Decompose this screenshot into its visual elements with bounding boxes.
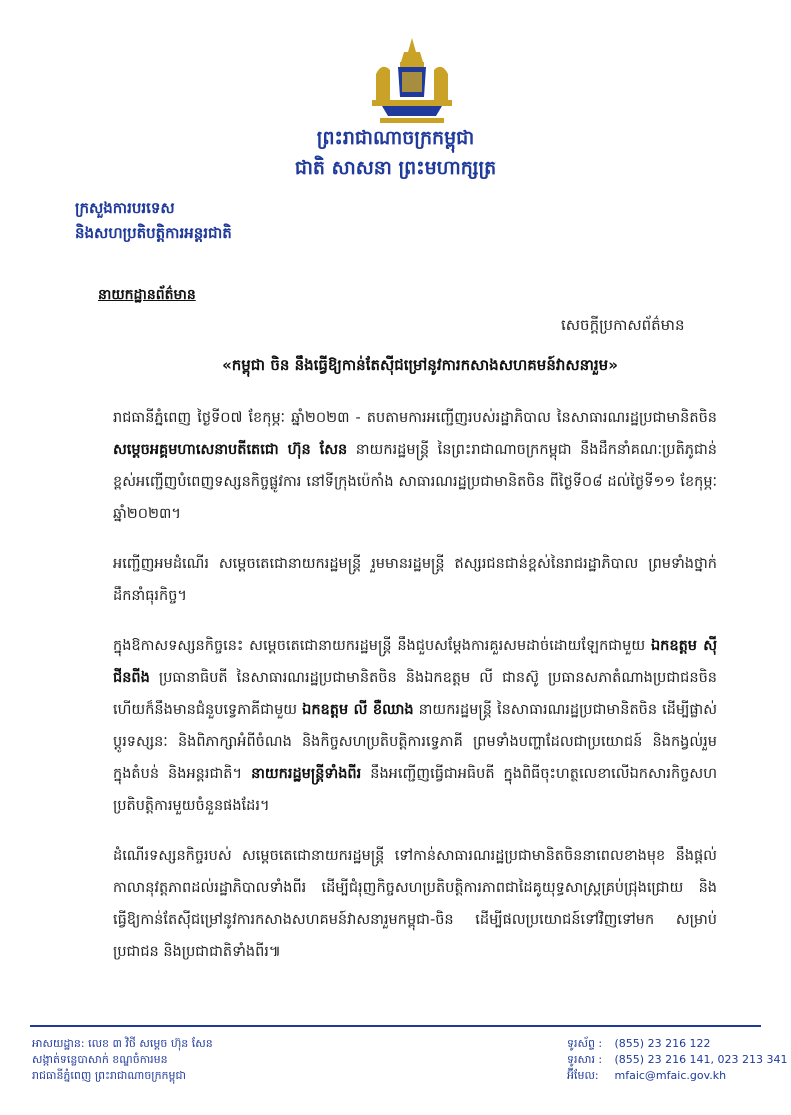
press-release-body [113, 402, 717, 986]
department-name: នាយកដ្ឋានព័ត៌មាន [98, 287, 196, 303]
fax-number: (855) 23 216 141, 023 213 341 [614, 1053, 788, 1066]
footer-contact [567, 1036, 788, 1084]
footer-address [32, 1036, 213, 1084]
ministry-name [75, 196, 232, 246]
document-type: សេចក្ដីប្រកាសព័ត៌មាន [561, 316, 685, 334]
email-row [567, 1068, 788, 1084]
phone-row [567, 1036, 788, 1052]
phone-label: ទូរស័ព្ទ : [567, 1037, 603, 1050]
paragraph-3-text-b: ប្រធានាធិបតី នៃសាធារណរដ្ឋប្រជាមានិតចិន និងឯកឧត្តម លី ជានស៊ូ ប្រធានសភាតំណាងប្រជាជនចិន ហើយក៏នឹងមានជំនួបទ្វេភាគីជាមួយ [113, 670, 717, 718]
address-line-3: រាជធានីភ្នំពេញ ព្រះរាជាណាចក្រកម្ពុជា [32, 1069, 186, 1082]
phone-number: (855) 23 216 122 [614, 1037, 711, 1050]
national-motto: ជាតិ សាសនា ព្រះមហាក្សត្រ [294, 157, 497, 179]
ministry-line-1: ក្រសួងការបរទេស [75, 199, 175, 217]
press-release-headline: «កម្ពុជា ចិន នឹងធ្វើឱ្យកាន់តែស៊ីជម្រៅនូវការកសាងសហគមន៍វាសនារួម» [222, 356, 618, 374]
paragraph-4: ដំណើរទស្សនកិច្ចរបស់ សម្តេចតេជោនាយករដ្ឋមន្ត្រី ទៅកាន់សាធារណរដ្ឋប្រជាមានិតចិននាពេលខាងមុខ នឹងផ្តល់កាលានុវត្តភាពដល់រដ្ឋាភិបាលទាំងពីរ ដើម្បីជំរុញកិច្ចសហប្រតិបត្តិការភាពជាដៃគូយុទ្ធសាស្ត្រគ្រប់ជ្រុងជ្រោយ និងធ្វើឱ្យកាន់តែស៊ីជម្រៅនូវការកសាងសហគមន៍វាសនារួមកម្ពុជា-ចិន ដើម្បីផលប្រយោជន៍ទៅវិញទៅមក សម្រាប់ប្រជាជន និងប្រជាជាតិទាំងពីរ៕ [113, 848, 717, 960]
royal-coat-of-arms-icon [362, 34, 462, 134]
email-label: អ៊ីមែល: [567, 1069, 599, 1082]
paragraph-1-bold: សម្តេចអគ្គមហាសេនាបតីតេជោ ហ៊ុន សែន [113, 442, 348, 458]
paragraph-3-text-c: នាយករដ្ឋមន្ត្រី នៃសាធារណរដ្ឋប្រជាមានិតចិន ដើម្បីផ្លាស់ប្តូរទស្សនៈ និងពិភាក្សាអំពីចំណង និងកិច្ចសហប្រតិបត្តិការទ្វេភាគី ព្រមទាំងបញ្ហាដែលជាប្រយោជន៍ និងកង្វល់រួម ក្នុងតំបន់ និងអន្តរជាតិ។ [113, 702, 718, 782]
paragraph-1-end: នាយករដ្ឋមន្ត្រី នៃព្រះរាជាណាចក្រកម្ពុជា នឹងដឹកនាំគណៈប្រតិភូជាន់ខ្ពស់អញ្ជើញបំពេញទស្សនកិច្ចផ្លូវការ នៅទីក្រុងប៉េកាំង សាធារណរដ្ឋប្រជាមានិតចិន ពីថ្ងៃទី០៨ ដល់ថ្ងៃទី១១ ខែកុម្ភៈ ឆ្នាំ២០២៣។ [113, 442, 717, 522]
email-address[interactable]: mfaic@mfaic.gov.kh [614, 1069, 727, 1082]
address-line-2: សង្កាត់ទន្លេបាសាក់ ខណ្ឌចំការមន [32, 1053, 168, 1066]
paragraph-3 [113, 630, 717, 822]
footer-divider [30, 1025, 761, 1027]
paragraph-3-bold-1: ឯកឧត្តម ស៊ី ជីនពីង [113, 638, 718, 686]
paragraph-1-text: រាជធានីភ្នំពេញ ថ្ងៃទី០៧ ខែកុម្ភៈ ឆ្នាំ២០២៣ - តបតាមការអញ្ជើញរបស់រដ្ឋាភិបាល នៃសាធារណរដ្ឋប្រជាមានិតចិន [113, 410, 717, 426]
paragraph-3-text-d: នឹងអញ្ជើញធ្វើជាអធិបតី ក្នុងពិធីចុះហត្ថលេខាលើឯកសារកិច្ចសហប្រតិបត្តិការមួយចំនួនផងដែរ។ [113, 766, 718, 814]
paragraph-3-bold-2: ឯកឧត្តម លី ខឺឈាង [302, 702, 414, 718]
fax-label: ទូរសារ : [567, 1053, 603, 1066]
address-line-1: អាសយដ្ឋាន: លេខ ៣ វិថី សម្តេច ហ៊ុន សែន [32, 1037, 213, 1050]
paragraph-3-bold-3: នាយករដ្ឋមន្ត្រីទាំងពីរ [251, 766, 362, 782]
paragraph-3-text-a: ក្នុងឱកាសទស្សនកិច្ចនេះ សម្តេចតេជោនាយករដ្ឋមន្ត្រី នឹងជួបសម្តែងការគួរសមដាច់ដោយឡែកជាមួយ [113, 638, 646, 654]
paragraph-2: អញ្ជើញអមដំណើរ សម្តេចតេជោនាយករដ្ឋមន្ត្រី រួមមានរដ្ឋមន្ត្រី ឥស្សរជនជាន់ខ្ពស់នៃរាជរដ្ឋាភិបាល ព្រមទាំងថ្នាក់ដឹកនាំធុរកិច្ច។ [113, 556, 717, 604]
kingdom-title: ព្រះរាជាណាចក្រកម្ពុជា [316, 127, 475, 149]
ministry-line-2: និងសហប្រតិបត្តិការអន្តរជាតិ [75, 224, 232, 242]
fax-row [567, 1052, 788, 1068]
paragraph-1 [113, 402, 717, 530]
